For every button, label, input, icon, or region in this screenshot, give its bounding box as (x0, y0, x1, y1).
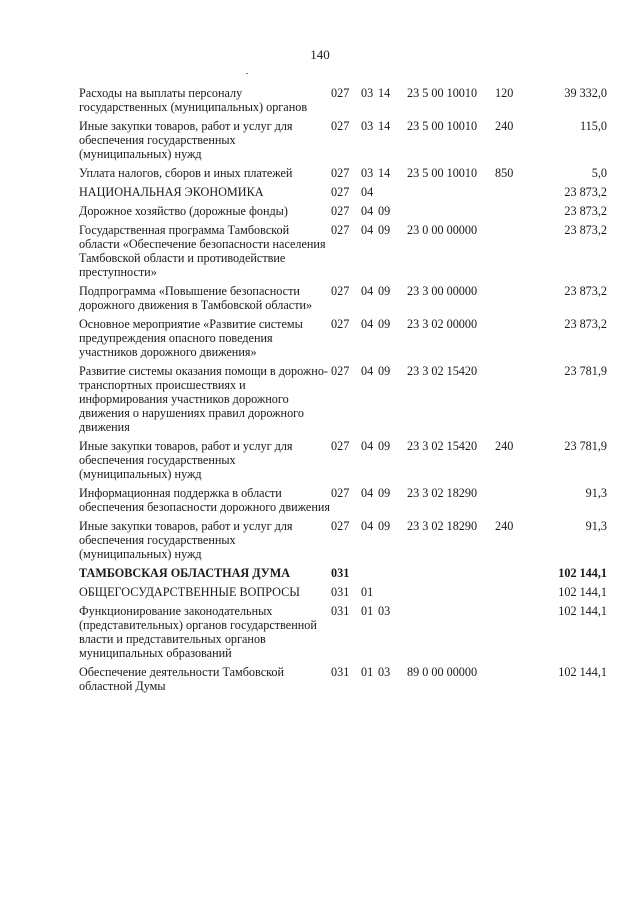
row-amount: 23 781,9 (564, 439, 607, 453)
row-amount: 91,3 (585, 519, 607, 533)
row-name: Дорожное хозяйство (дорожные фонды) (79, 204, 288, 218)
table-row (79, 119, 607, 166)
row-ministry-code: 027 (331, 185, 350, 199)
row-target-article (407, 566, 495, 585)
row-expense-type (495, 204, 532, 223)
table-row (79, 665, 607, 698)
row-name: Государственная программа Тамбовской области «Обеспечение безопасности населения Тамбовской области и противодействие преступности» (79, 223, 326, 279)
row-section-code: 03 (361, 166, 374, 180)
table-row (79, 604, 607, 665)
row-section-code: 04 (361, 284, 374, 298)
row-ministry-code: 027 (331, 486, 350, 500)
row-subsection-code: 09 (378, 317, 391, 331)
row-name: Обеспечение деятельности Тамбовской областной Думы (79, 665, 285, 693)
row-subsection-code: 14 (378, 166, 391, 180)
row-subsection-code: 09 (378, 284, 391, 298)
row-name: Иные закупки товаров, работ и услуг для обеспечения государственных (муниципальных) нужд (79, 119, 293, 161)
row-name: Подпрограмма «Повышение безопасности дорожного движения в Тамбовской области» (79, 284, 313, 312)
row-target-article: 23 3 00 00000 (407, 284, 478, 298)
row-amount: 102 144,1 (558, 566, 607, 580)
row-amount: 39 332,0 (564, 86, 607, 100)
row-amount: 102 144,1 (558, 585, 607, 599)
row-expense-type: 240 (495, 439, 514, 453)
row-ministry-code: 031 (331, 566, 350, 580)
row-amount: 23 873,2 (564, 223, 607, 237)
row-ministry-code: 027 (331, 364, 350, 378)
row-name: Иные закупки товаров, работ и услуг для обеспечения государственных (муниципальных) нужд (79, 439, 293, 481)
table-row (79, 185, 607, 204)
table-row (79, 223, 607, 284)
row-subsection-code (378, 566, 407, 585)
row-ministry-code: 027 (331, 284, 350, 298)
row-name: Функционирование законодательных (представительных) органов государственной власти и представительных органов муниципальных образований (79, 604, 317, 660)
row-section-code: 04 (361, 364, 374, 378)
row-subsection-code: 03 (378, 665, 391, 679)
row-subsection-code (378, 585, 407, 604)
row-subsection-code: 09 (378, 439, 391, 453)
row-expense-type: 850 (495, 166, 514, 180)
table-row (79, 317, 607, 364)
row-expense-type (495, 604, 532, 665)
row-amount: 102 144,1 (558, 604, 607, 618)
row-section-code: 01 (361, 585, 374, 599)
row-expense-type (495, 566, 532, 585)
row-section-code: 04 (361, 519, 374, 533)
row-expense-type (495, 185, 532, 204)
row-subsection-code: 09 (378, 223, 391, 237)
row-expense-type (495, 317, 532, 364)
row-expense-type (495, 665, 532, 698)
row-target-article: 23 3 02 15420 (407, 439, 478, 453)
row-section-code (361, 566, 378, 585)
table-row (79, 284, 607, 317)
row-amount: 23 873,2 (564, 284, 607, 298)
budget-table-body (79, 86, 607, 698)
row-target-article: 23 0 00 00000 (407, 223, 478, 237)
row-amount: 5,0 (591, 166, 607, 180)
row-ministry-code: 031 (331, 665, 350, 679)
row-name: ТАМБОВСКАЯ ОБЛАСТНАЯ ДУМА (79, 566, 291, 580)
row-target-article: 23 5 00 10010 (407, 119, 478, 133)
row-ministry-code: 031 (331, 585, 350, 599)
row-ministry-code: 027 (331, 166, 350, 180)
row-ministry-code: 027 (331, 223, 350, 237)
row-amount: 115,0 (580, 119, 607, 133)
row-ministry-code: 027 (331, 439, 350, 453)
row-name: Основное мероприятие «Развитие системы предупреждения опасного поведения участников дорожного движения» (79, 317, 303, 359)
row-target-article (407, 585, 495, 604)
row-expense-type (495, 486, 532, 519)
row-expense-type (495, 585, 532, 604)
row-section-code: 04 (361, 223, 374, 237)
row-target-article: 23 5 00 10010 (407, 166, 478, 180)
row-section-code: 01 (361, 604, 374, 618)
row-name: Развитие системы оказания помощи в дорожно-транспортных происшествиях и информирования участников дорожного движения о нарушениях правил дорожного движения (79, 364, 328, 434)
row-expense-type (495, 284, 532, 317)
row-section-code: 04 (361, 439, 374, 453)
row-target-article: 23 3 02 18290 (407, 486, 478, 500)
page-number: 140 (310, 47, 330, 62)
row-subsection-code: 14 (378, 119, 391, 133)
table-row (79, 519, 607, 566)
row-ministry-code: 031 (331, 604, 350, 618)
row-subsection-code (378, 185, 407, 204)
row-name: НАЦИОНАЛЬНАЯ ЭКОНОМИКА (79, 185, 264, 199)
row-name: Уплата налогов, сборов и иных платежей (79, 166, 293, 180)
table-row (79, 566, 607, 585)
row-name: Иные закупки товаров, работ и услуг для обеспечения государственных (муниципальных) нужд (79, 519, 293, 561)
row-name: Информационная поддержка в области обеспечения безопасности дорожного движения (79, 486, 330, 514)
row-target-article: 23 3 02 15420 (407, 364, 478, 378)
row-amount: 102 144,1 (558, 665, 607, 679)
row-name: Расходы на выплаты персоналу государственных (муниципальных) органов (79, 86, 308, 114)
row-expense-type: 120 (495, 86, 514, 100)
table-row (79, 204, 607, 223)
table-row (79, 166, 607, 185)
row-target-article: 23 5 00 10010 (407, 86, 478, 100)
row-amount: 23 873,2 (564, 185, 607, 199)
row-subsection-code: 09 (378, 519, 391, 533)
row-target-article: 23 3 02 18290 (407, 519, 478, 533)
table-row (79, 86, 607, 119)
row-section-code: 04 (361, 486, 374, 500)
table-row (79, 439, 607, 486)
row-section-code: 04 (361, 317, 374, 331)
row-section-code: 01 (361, 665, 374, 679)
scan-mark (246, 73, 248, 74)
row-section-code: 04 (361, 185, 374, 199)
budget-table (79, 86, 607, 698)
row-section-code: 04 (361, 204, 374, 218)
row-expense-type: 240 (495, 519, 514, 533)
row-expense-type: 240 (495, 119, 514, 133)
row-ministry-code: 027 (331, 119, 350, 133)
row-subsection-code: 09 (378, 486, 391, 500)
row-section-code: 03 (361, 86, 374, 100)
row-amount: 23 781,9 (564, 364, 607, 378)
row-amount: 23 873,2 (564, 204, 607, 218)
row-ministry-code: 027 (331, 317, 350, 331)
row-subsection-code: 14 (378, 86, 391, 100)
row-amount: 91,3 (585, 486, 607, 500)
table-row (79, 486, 607, 519)
row-ministry-code: 027 (331, 86, 350, 100)
row-target-article: 23 3 02 00000 (407, 317, 478, 331)
row-ministry-code: 027 (331, 204, 350, 218)
row-target-article (407, 204, 495, 223)
row-subsection-code: 09 (378, 364, 391, 378)
row-section-code: 03 (361, 119, 374, 133)
row-name: ОБЩЕГОСУДАРСТВЕННЫЕ ВОПРОСЫ (79, 585, 300, 599)
row-subsection-code: 09 (378, 204, 391, 218)
table-row (79, 585, 607, 604)
row-amount: 23 873,2 (564, 317, 607, 331)
row-subsection-code: 03 (378, 604, 391, 618)
row-ministry-code: 027 (331, 519, 350, 533)
row-target-article: 89 0 00 00000 (407, 665, 478, 679)
row-target-article (407, 604, 495, 665)
table-row (79, 364, 607, 439)
row-target-article (407, 185, 495, 204)
row-expense-type (495, 364, 532, 439)
row-expense-type (495, 223, 532, 284)
